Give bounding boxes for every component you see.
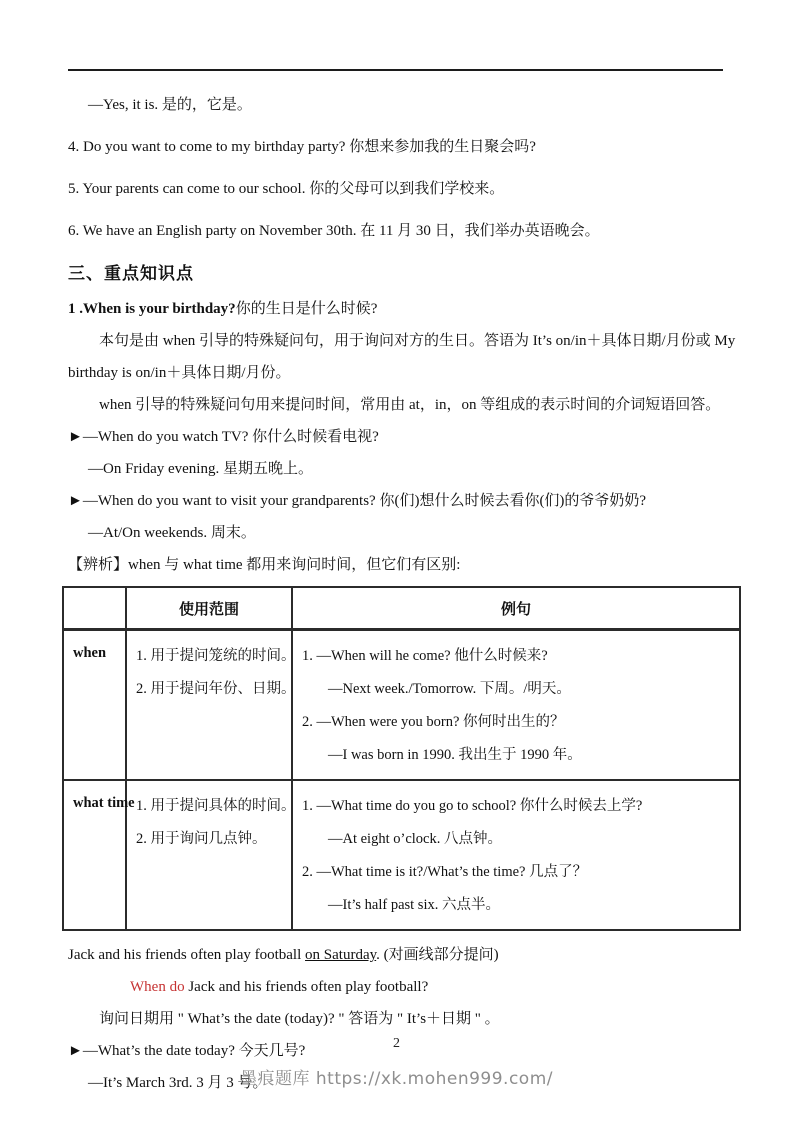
table-header-row <box>63 587 740 630</box>
point1-paragraph-line: 本句是由 when 引导的特殊疑问句，用于询问对方的生日。答语为 It’s on/in＋具体日期/月份或 My <box>99 333 736 349</box>
date-rule-line: 询问日期用 " What’s the date (today)? " 答语为 " It’s＋日期 " 。 <box>99 1011 500 1027</box>
example-line: 1. —What time do you go to school? 你什么时候去上学? <box>302 798 643 814</box>
transformed-question <box>68 976 723 999</box>
site-footer-link: 墨痕题库 https://xk.mohen999.com/ <box>239 1069 553 1089</box>
list-item-6: 6. We have an English party on November 30th. 在 11 月 30 日，我们举办英语晚会。 <box>68 223 600 239</box>
section-heading: 三、重点知识点 <box>68 264 194 283</box>
example-line: 2. —What time is it?/What’s the time? 几点了？ <box>302 864 588 880</box>
list-item-4: 4. Do you want to come to my birthday party? 你想来参加我的生日聚会吗? <box>68 139 536 155</box>
term-cell: when <box>63 630 126 781</box>
date-question: ►—What’s the date today? 今天几号? <box>68 1043 306 1059</box>
example-question: ►—When do you watch TV? 你什么时候看电视? <box>68 429 379 445</box>
red-highlight: When do <box>130 979 185 995</box>
point1-title-en: 1 .When is your birthday? <box>68 301 236 317</box>
point1-paragraph-line: birthday is on/in＋具体日期/月份。 <box>68 365 291 381</box>
table-header-usage: 使用范围 <box>126 587 292 630</box>
usage-cell <box>126 780 296 930</box>
example-answer: —At/On weekends. 周末。 <box>88 525 256 541</box>
page-number: 2 <box>393 1036 400 1051</box>
date-answer: —It’s March 3rd. 3 月 3 号。 <box>88 1075 268 1091</box>
jack-sentence-post: . (对画线部分提问) <box>376 947 499 963</box>
term-cell: what time <box>63 780 126 930</box>
point1-title-zh: 你的生日是什么时候? <box>235 301 378 317</box>
analysis-intro: 【辨析】when 与 what time 都用来询问时间，但它们有区别: <box>68 557 461 573</box>
point1-title <box>68 298 723 321</box>
examples-cell <box>292 630 740 781</box>
comparison-table <box>62 586 741 931</box>
transformed-question-rest: Jack and his friends often play football? <box>184 979 429 995</box>
example-line: 1. —When will he come? 他什么时候来? <box>302 648 548 664</box>
usage-cell <box>126 630 296 781</box>
jack-sentence-pre: Jack and his friends often play football <box>68 947 306 963</box>
usage-line: 1. 用于提问笼统的时间。 <box>136 648 296 664</box>
example-line: —It’s half past six. 六点半。 <box>328 897 500 913</box>
list-item-5: 5. Your parents can come to our school. 你的父母可以到我们学校来。 <box>68 181 505 197</box>
point1-paragraph-line: when 引导的特殊疑问句用来提问时间，常用由 at，in，on 等组成的表示时间的介词短语回答。 <box>99 397 721 413</box>
example-line: 2. —When were you born? 你何时出生的？ <box>302 714 565 730</box>
underlined-phrase: on Saturday <box>305 947 377 963</box>
example-line: —At eight o’clock. 八点钟。 <box>328 831 502 847</box>
example-line: —I was born in 1990. 我出生于 1990 年。 <box>328 747 582 763</box>
table-header-term <box>63 587 126 630</box>
jack-sentence <box>68 944 723 967</box>
table-row-when <box>63 630 740 781</box>
table-header-examples: 例句 <box>292 587 740 630</box>
usage-line: 1. 用于提问具体的时间。 <box>136 798 296 814</box>
example-answer: —On Friday evening. 星期五晚上。 <box>88 461 313 477</box>
table-row-what-time <box>63 780 740 930</box>
usage-line: 2. 用于提问年份、日期。 <box>136 681 296 697</box>
answer-line-yes: —Yes, it is. 是的，它是。 <box>88 97 252 113</box>
usage-line: 2. 用于询问几点钟。 <box>136 831 267 847</box>
example-question: ►—When do you want to visit your grandparents? 你(们)想什么时候去看你(们)的爷爷奶奶? <box>68 493 647 509</box>
example-line: —Next week./Tomorrow. 下周。/明天。 <box>328 681 571 697</box>
examples-cell <box>292 780 740 930</box>
header-rule <box>68 69 723 71</box>
